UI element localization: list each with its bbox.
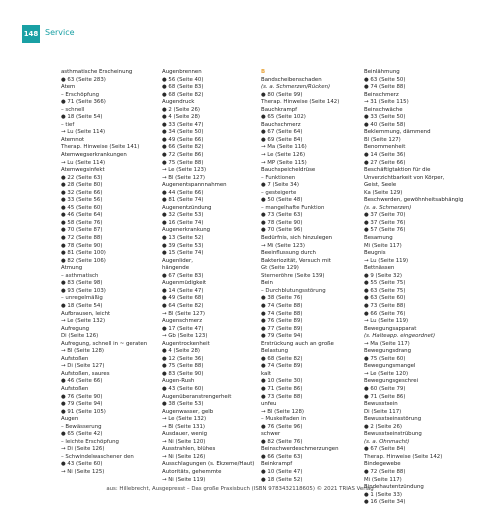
index-reference: ● 4 (Seite 28) xyxy=(162,348,201,355)
index-reference: ● 50 (Seite 48) xyxy=(261,197,303,204)
index-entry: Bein xyxy=(261,280,273,287)
index-reference: ● 2 (Seite 26) xyxy=(364,423,403,430)
index-entry: schwer xyxy=(261,431,281,438)
index-reference: ● 82 (Seite 106) xyxy=(61,257,106,264)
index-reference: ● 17 (Seite 47) xyxy=(162,325,204,332)
index-reference: ● 4 (Seite 28) xyxy=(162,114,201,121)
index-reference: ● 76 (Seite 96) xyxy=(261,423,303,430)
index-entry: – gesteigerte xyxy=(261,189,297,196)
index-entry: Bewusstsein xyxy=(364,401,398,408)
index-reference: ● 46 (Seite 66) xyxy=(61,378,103,385)
index-entry: – schnell xyxy=(61,106,85,113)
index-reference: → 31 (Seite 115) xyxy=(364,99,409,106)
index-reference: → Di (Seite 126) xyxy=(61,446,105,453)
index-reference: ● 70 (Seite 96) xyxy=(261,227,303,234)
index-entry: Beugnis xyxy=(364,250,386,257)
index-reference: ● 43 (Seite 60) xyxy=(162,385,204,392)
index-reference: ● 74 (Seite 88) xyxy=(261,310,303,317)
index-entry: Beeinflussung durch xyxy=(261,250,316,257)
index-entry: Atem xyxy=(61,84,76,91)
index-reference: ● 83 (Seite 90) xyxy=(162,370,204,377)
index-entry: Beschäftigtaktion für die xyxy=(364,167,431,174)
index-reference: ● 67 (Seite 84) xyxy=(364,446,406,453)
index-reference: ● 78 (Seite 90) xyxy=(61,242,103,249)
index-reference: ● 79 (Seite 94) xyxy=(61,401,103,408)
index-entry: – Muskelfaden in xyxy=(261,416,307,423)
index-reference: ● 75 (Seite 88) xyxy=(162,159,204,166)
index-entry: Augentrockenheit xyxy=(162,340,210,347)
index-reference: ● 74 (Seite 88) xyxy=(261,302,303,309)
index-reference: → Le (Seite 123) xyxy=(162,167,207,174)
index-entry: Atemwegserkrankungen xyxy=(61,152,127,159)
index-reference: ● 80 (Seite 99) xyxy=(261,91,303,98)
index-reference: → Le (Seite 126) xyxy=(261,152,306,159)
index-entry: Benommenheit xyxy=(364,144,406,151)
index-entry: Bettnässen xyxy=(364,265,395,272)
index-reference: → Le (Seite 132) xyxy=(162,416,207,423)
index-reference: ● 33 (Seite 50) xyxy=(364,114,406,121)
index-reference: → Bl (Seite 127) xyxy=(162,310,206,317)
index-reference: ● 67 (Seite 83) xyxy=(162,272,204,279)
index-reference: Therap. Hinweise (Seite 141) xyxy=(61,144,140,151)
index-reference: ● 13 (Seite 52) xyxy=(162,235,204,242)
index-reference: ● 39 (Seite 53) xyxy=(162,242,204,249)
index-reference: ● 78 (Seite 90) xyxy=(261,219,303,226)
index-entry: Aufregung, schnell in ~ geraten xyxy=(61,340,148,347)
index-entry: Aufregung xyxy=(61,325,90,332)
index-entry: unfeu xyxy=(261,401,277,408)
index-reference: ● 38 (Seite 53) xyxy=(162,401,204,408)
index-reference: ● 2 (Seite 26) xyxy=(162,106,201,113)
index-entry: Augendruck xyxy=(162,99,195,106)
index-reference: ● 68 (Seite 83) xyxy=(162,84,204,91)
index-reference: ● 71 (Seite 86) xyxy=(261,385,303,392)
index-reference: ● 38 (Seite 76) xyxy=(261,295,303,302)
index-reference: → Gb (Seite 123) xyxy=(162,333,208,340)
page-footer: aus: Hillebrecht, Ausgepresst – Das große Praxisbuch (ISBN 9783432118605) © 2021 TRIAS Verlag xyxy=(106,486,374,492)
index-reference: ● 66 (Seite 63) xyxy=(261,453,303,460)
index-entry: – tief xyxy=(61,121,75,128)
index-reference: ● 72 (Seite 88) xyxy=(61,235,103,242)
index-reference: ● 40 (Seite 58) xyxy=(364,121,406,128)
index-reference: Gt (Seite 129) xyxy=(261,265,299,272)
index-entry: kalt xyxy=(261,370,271,377)
index-reference: ● 14 (Seite 47) xyxy=(162,287,204,294)
index-entry: hängende xyxy=(162,265,190,272)
index-entry: Bewusstseinstrübung xyxy=(364,431,422,438)
index-reference: ● 68 (Seite 82) xyxy=(162,91,204,98)
index-reference: ● 74 (Seite 88) xyxy=(364,84,406,91)
index-entry: Ausdauer, wenig xyxy=(162,431,208,438)
index-entry: Augenentzündung xyxy=(162,204,212,211)
index-reference: ● 63 (Seite 60) xyxy=(364,295,406,302)
index-reference: ● 49 (Seite 66) xyxy=(162,136,204,143)
index-reference: ● 75 (Seite 88) xyxy=(162,363,204,370)
index-reference: ● 66 (Seite 82) xyxy=(162,144,204,151)
index-reference: ● 73 (Seite 88) xyxy=(261,393,303,400)
index-reference: ● 18 (Seite 54) xyxy=(61,302,103,309)
index-reference: ● 81 (Seite 74) xyxy=(162,197,204,204)
index-reference: ● 63 (Seite 50) xyxy=(364,76,406,83)
index-reference: ● 33 (Seite 56) xyxy=(61,197,103,204)
index-entry: Bauchkrampf xyxy=(261,106,298,113)
index-reference: Mi (Seite 117) xyxy=(364,242,402,249)
index-entry: (s. a. Schmerzen) xyxy=(364,204,412,211)
index-reference: → MP (Seite 115) xyxy=(261,159,307,166)
index-entry: (s. Halteapp. eingeordnet) xyxy=(364,333,436,340)
index-entry: Beinlähmung xyxy=(364,69,400,75)
index-reference: ● 82 (Seite 76) xyxy=(261,438,303,445)
page-header xyxy=(0,0,480,62)
index-reference: ● 34 (Seite 50) xyxy=(162,129,204,136)
index-entry: – mangelhafte Funktion xyxy=(261,204,325,211)
section-title: Service xyxy=(45,28,75,37)
index-reference: Therap. Hinweise (Seite 142) xyxy=(364,453,443,460)
index-reference: → Bl (Seite 128) xyxy=(61,348,105,355)
index-reference: ● 37 (Seite 76) xyxy=(364,219,406,226)
index-letter-heading: B xyxy=(261,69,266,75)
index-reference: Bl (Seite 127) xyxy=(364,136,401,143)
index-entry: Aufstoßen xyxy=(61,385,89,392)
index-reference: ● 76 (Seite 90) xyxy=(61,393,103,400)
index-column-2 xyxy=(162,69,260,483)
index-reference: → Ni (Seite 125) xyxy=(61,468,105,475)
index-reference: ● 27 (Seite 66) xyxy=(364,159,406,166)
index-reference: → Lu (Seite 119) xyxy=(364,257,409,264)
index-reference: ● 55 (Seite 75) xyxy=(364,280,406,287)
index-entry: Aufstoßen, saures xyxy=(61,370,110,377)
index-reference: ● 75 (Seite 60) xyxy=(364,355,406,362)
index-reference: ● 72 (Seite 86) xyxy=(162,152,204,159)
index-entry: Bindehautentzündung xyxy=(364,484,424,491)
index-entry: Bewusstseinsstörung xyxy=(364,416,422,423)
index-column-1 xyxy=(61,69,159,479)
index-reference: ● 18 (Seite 52) xyxy=(261,476,303,483)
index-entry: Autoritäts, gehemmte xyxy=(162,468,222,475)
index-reference: ● 9 (Seite 32) xyxy=(364,272,403,279)
index-entry: Beinschwäche xyxy=(364,106,403,113)
index-entry: – Funktionen xyxy=(261,174,296,181)
index-reference: → Bl (Seite 128) xyxy=(261,408,305,415)
index-reference: ● 71 (Seite 86) xyxy=(364,393,406,400)
index-entry: Erstrückung auch an große xyxy=(261,340,334,347)
index-reference: ● 91 (Seite 105) xyxy=(61,408,106,415)
index-entry: Augenbrennen xyxy=(162,69,202,75)
index-reference: ● 93 (Seite 103) xyxy=(61,287,106,294)
index-reference: ● 46 (Seite 64) xyxy=(61,212,103,219)
index-reference: → Ma (Seite 116) xyxy=(261,144,307,151)
index-reference: ● 74 (Seite 89) xyxy=(261,363,303,370)
index-entry: (s. a. Schmerzen/Rücken) xyxy=(261,84,331,91)
index-entry: Atmung xyxy=(61,265,83,272)
index-reference: ● 83 (Seite 98) xyxy=(61,280,103,287)
index-entry: (s. a. Ohnmacht) xyxy=(364,438,410,445)
index-entry: Beinkrampf xyxy=(261,461,293,468)
index-entry: – unregelmäßig xyxy=(61,295,103,302)
index-reference: ● 77 (Seite 89) xyxy=(261,325,303,332)
index-entry: – Erschöpfung xyxy=(61,91,100,98)
index-entry: – Durchblutungsstörung xyxy=(261,287,326,294)
index-entry: Besamung xyxy=(364,235,393,242)
index-reference: ● 37 (Seite 70) xyxy=(364,212,406,219)
index-entry: Beschwerden, gewöhnheitsabhängig xyxy=(364,197,464,204)
index-reference: ● 76 (Seite 89) xyxy=(261,318,303,325)
index-entry: Bauchschmerz xyxy=(261,121,301,128)
index-reference: ● 7 (Seite 34) xyxy=(261,182,300,189)
index-column-3 xyxy=(261,69,359,483)
index-entry: Bandscheibenschaden xyxy=(261,76,322,83)
index-entry: Bedürfnis, sich hinzulegen xyxy=(261,235,333,242)
index-entry: Beklemmung, dämmend xyxy=(364,129,431,136)
index-entry: Augenlider, xyxy=(162,257,193,264)
index-reference: Sterneröhre (Seite 139) xyxy=(261,272,325,279)
index-entry: Geist, Seele xyxy=(364,182,397,189)
index-reference: Mi (Seite 117) xyxy=(364,476,402,483)
index-reference: ● 65 (Seite 102) xyxy=(261,114,306,121)
index-entry: Belastung xyxy=(261,348,288,355)
index-reference: → Di (Seite 127) xyxy=(61,363,105,370)
index-reference: ● 33 (Seite 47) xyxy=(162,121,204,128)
index-reference: ● 49 (Seite 68) xyxy=(162,295,204,302)
index-reference: → Ni (Seite 119) xyxy=(162,476,206,483)
index-reference: ● 69 (Seite 84) xyxy=(261,136,303,143)
index-reference: ● 79 (Seite 94) xyxy=(261,333,303,340)
index-entry: Bauchspeicheldrüse xyxy=(261,167,316,174)
index-reference: ● 70 (Seite 87) xyxy=(61,227,103,234)
page-number-badge: 148 xyxy=(22,25,40,43)
index-entry: Augenwasser, gelb xyxy=(162,408,214,415)
index-entry: Bindegewebe xyxy=(364,461,401,468)
index-entry: Augen xyxy=(61,416,79,423)
index-reference: ● 73 (Seite 88) xyxy=(364,302,406,309)
index-entry: Bewegungsgeschrei xyxy=(364,378,419,385)
index-reference: ● 68 (Seite 82) xyxy=(261,355,303,362)
index-reference: → Ni (Seite 126) xyxy=(162,453,206,460)
index-reference: ● 63 (Seite 283) xyxy=(61,76,106,83)
index-reference: ● 64 (Seite 82) xyxy=(162,302,204,309)
index-reference: ● 56 (Seite 40) xyxy=(162,76,204,83)
index-reference: ● 57 (Seite 76) xyxy=(364,227,406,234)
index-entry: Beinschwerdeschmerzungen xyxy=(261,446,339,453)
index-reference: ● 1 (Seite 33) xyxy=(364,491,403,498)
index-reference: Di (Seite 126) xyxy=(61,333,99,340)
index-reference: → Lu (Seite 119) xyxy=(364,318,409,325)
index-entry: Augenentspannnahmen xyxy=(162,182,227,189)
index-reference: ● 12 (Seite 36) xyxy=(162,355,204,362)
index-reference: Therap. Hinweise (Seite 142) xyxy=(261,99,340,106)
index-reference: ● 65 (Seite 42) xyxy=(61,431,103,438)
index-reference: Di (Seite 117) xyxy=(364,408,402,415)
index-reference: → Bl (Seite 131) xyxy=(162,423,206,430)
index-reference: ● 10 (Seite 30) xyxy=(261,378,303,385)
index-reference: ● 63 (Seite 75) xyxy=(364,287,406,294)
index-reference: ● 14 (Seite 36) xyxy=(364,152,406,159)
index-reference: → Le (Seite 132) xyxy=(61,318,106,325)
index-reference: ● 72 (Seite 88) xyxy=(364,468,406,475)
index-reference: → Bl (Seite 127) xyxy=(162,174,206,181)
index-entry: Aufstoßen xyxy=(61,355,89,362)
index-reference: ● 60 (Seite 79) xyxy=(364,385,406,392)
index-reference: → Lu (Seite 114) xyxy=(61,159,106,166)
index-entry: Bewegungsmangel xyxy=(364,363,416,370)
index-column-4 xyxy=(364,69,464,506)
index-entry: Atemwegsinfekt xyxy=(61,167,105,174)
index-entry: – Bewässerung xyxy=(61,423,102,430)
index-entry: Aufbrausen, leicht xyxy=(61,310,111,317)
index-reference: ● 73 (Seite 63) xyxy=(261,212,303,219)
index-entry: Beinschmerz xyxy=(364,91,399,98)
index-reference: ● 15 (Seite 74) xyxy=(162,250,204,257)
index-reference: Ka (Seite 129) xyxy=(364,189,403,196)
index-reference: → Lu (Seite 114) xyxy=(61,129,106,136)
index-entry: Augen-Rush xyxy=(162,378,195,385)
index-reference: ● 32 (Seite 53) xyxy=(162,212,204,219)
index-reference: ● 28 (Seite 80) xyxy=(61,182,103,189)
index-reference: ● 16 (Seite 74) xyxy=(162,219,204,226)
index-reference: → Ma (Seite 117) xyxy=(364,340,410,347)
index-entry: – Schwindelwaschener den xyxy=(61,453,134,460)
index-entry: Augenmüdigkeit xyxy=(162,280,207,287)
index-reference: ● 18 (Seite 54) xyxy=(61,114,103,121)
index-reference: ● 66 (Seite 76) xyxy=(364,310,406,317)
index-reference: ● 58 (Seite 76) xyxy=(61,219,103,226)
index-reference: ● 16 (Seite 34) xyxy=(364,499,406,506)
index-entry: Augenerkrankung xyxy=(162,227,211,234)
index-reference: ● 32 (Seite 66) xyxy=(61,189,103,196)
index-entry: Bakteriozität, Versuch mit xyxy=(261,257,331,264)
index-entry: Augenüberanstrengerheit xyxy=(162,393,232,400)
index-entry: Ausstrahlen, blühes xyxy=(162,446,216,453)
index-entry: Atemnot xyxy=(61,136,85,143)
index-reference: → Le (Seite 120) xyxy=(364,370,409,377)
index-entry: Augenschmerz xyxy=(162,318,203,325)
index-reference: ● 81 (Seite 100) xyxy=(61,250,106,257)
index-entry: Bewegungsdrang xyxy=(364,348,412,355)
index-entry: Ausschlagungen (s. Ekzeme/Haut) xyxy=(162,461,255,468)
index-reference: → Mi (Seite 123) xyxy=(261,242,305,249)
index-entry: – asthmatisch xyxy=(61,272,99,279)
index-entry: Bewegungsapparat xyxy=(364,325,417,332)
index-reference: ● 43 (Seite 60) xyxy=(61,461,103,468)
index-reference: → Ni (Seite 120) xyxy=(162,438,206,445)
index-entry: asthmatische Erscheinung xyxy=(61,69,133,75)
index-entry: Unverzichtbarkeit von Körper, xyxy=(364,174,445,181)
index-reference: ● 22 (Seite 63) xyxy=(61,174,103,181)
index-reference: ● 67 (Seite 64) xyxy=(261,129,303,136)
index-reference: ● 44 (Seite 66) xyxy=(162,189,204,196)
index-reference: ● 45 (Seite 60) xyxy=(61,204,103,211)
index-reference: ● 10 (Seite 47) xyxy=(261,468,303,475)
index-reference: ● 71 (Seite 366) xyxy=(61,99,106,106)
index-entry: – leichte Erschöpfung xyxy=(61,438,119,445)
